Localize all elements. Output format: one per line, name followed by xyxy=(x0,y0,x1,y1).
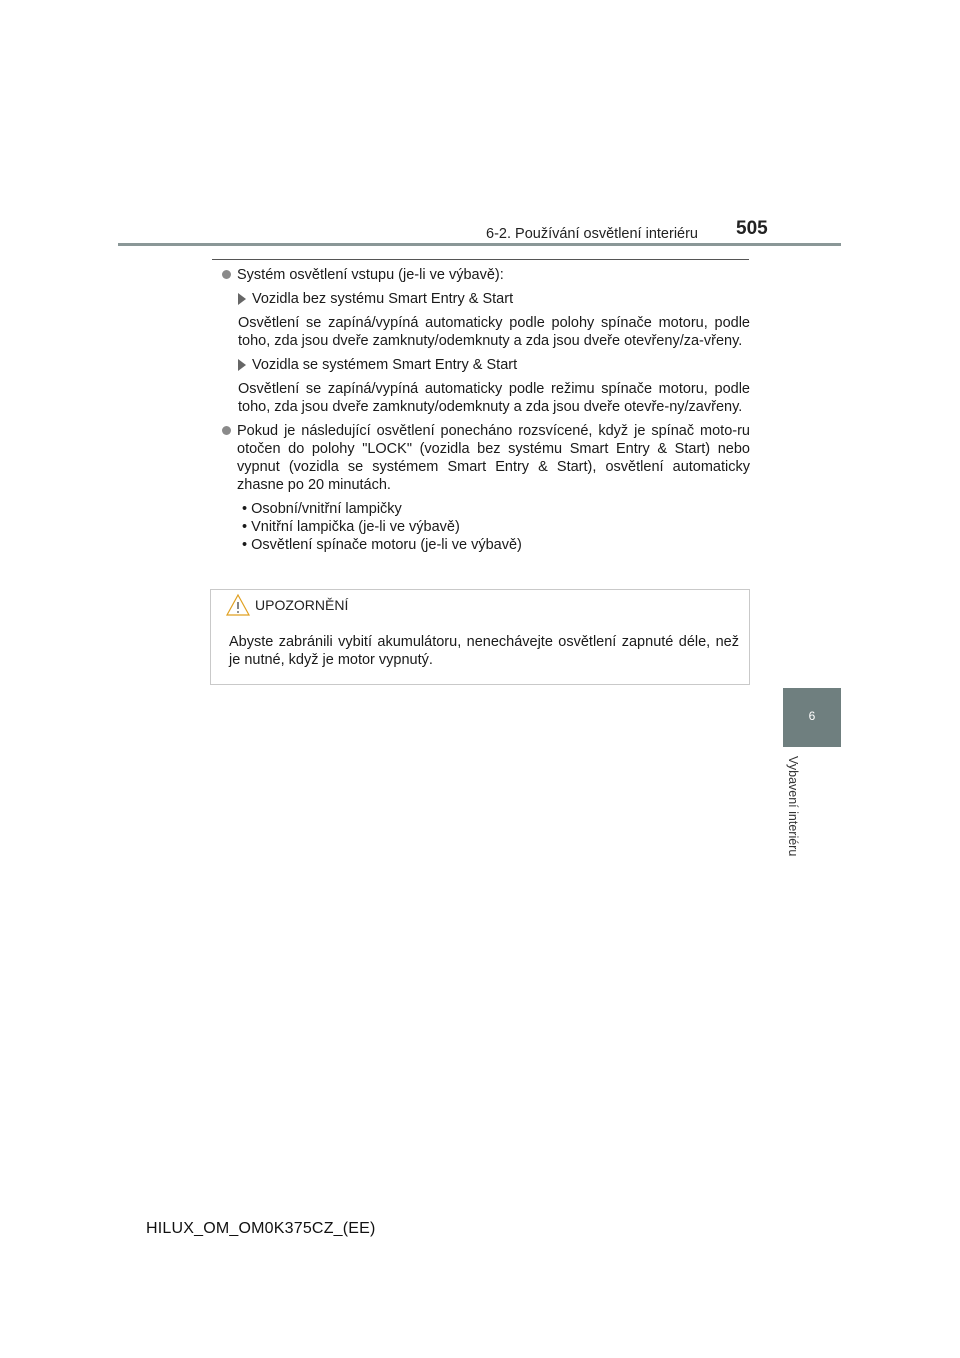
caution-label: UPOZORNĚNÍ xyxy=(255,597,349,613)
document-id: HILUX_OM_OM0K375CZ_(EE) xyxy=(146,1220,376,1237)
subheading-with-smart-entry xyxy=(238,356,750,374)
paragraph: Osvětlení se zapíná/vypíná automaticky podle režimu spínače motoru, podle toho, zda jsou dveře zamknuty/odemknuty a zda jsou dveře otevře-ny/zavřeny. xyxy=(238,381,750,415)
header-rule xyxy=(118,243,841,246)
subheading-text: Vozidla se systémem Smart Entry & Start xyxy=(252,357,518,373)
page-number: 505 xyxy=(736,218,768,239)
triangle-right-icon xyxy=(238,293,246,305)
bullet-dot-icon xyxy=(222,270,231,279)
subheading-without-smart-entry xyxy=(238,290,750,308)
lamp-list xyxy=(238,500,750,554)
chapter-title: Vybavení interiéru xyxy=(786,756,800,857)
subheading-text: Vozidla bez systému Smart Entry & Start xyxy=(252,291,514,307)
bullet-dot-icon xyxy=(222,426,231,435)
paragraph: Pokud je následující osvětlení ponecháno rozsvícené, když je spínač moto-ru otočen do polohy "LOCK" (vozidla bez systému Smart Entry & Start) nebo vypnut (vozidla se systémem Smart Entry & Start), osvětlení automaticky zhasne po 20 minutách. xyxy=(237,423,750,493)
caution-header xyxy=(225,593,348,617)
list-item: • Vnitřní lampička (je-li ve výbavě) xyxy=(242,519,460,535)
bullet-entry-lighting xyxy=(222,266,750,284)
caution-box xyxy=(210,589,750,685)
warning-triangle-icon xyxy=(225,593,251,617)
chapter-tab xyxy=(783,688,841,747)
caution-text: Abyste zabránili vybití akumulátoru, nenechávejte osvětlení zapnuté déle, než je nutné, když je motor vypnutý. xyxy=(229,634,739,668)
list-item: • Osobní/vnitřní lampičky xyxy=(242,501,402,517)
chapter-number: 6 xyxy=(808,709,816,723)
section-title: 6-2. Používání osvětlení interiéru xyxy=(486,226,698,242)
chapter-label xyxy=(786,756,806,876)
main-content xyxy=(222,266,750,554)
list-item: • Osvětlení spínače motoru (je-li ve výbavě) xyxy=(242,537,522,553)
bullet-title: Systém osvětlení vstupu (je-li ve výbavě): xyxy=(237,267,504,283)
bullet-auto-off xyxy=(222,422,750,494)
triangle-right-icon xyxy=(238,359,246,371)
paragraph: Osvětlení se zapíná/vypíná automaticky podle polohy spínače motoru, podle toho, zda jsou dveře zamknuty/odemknuty a zda jsou dveře otevřeny/za-vřeny. xyxy=(238,315,750,349)
content-rule xyxy=(212,259,749,260)
